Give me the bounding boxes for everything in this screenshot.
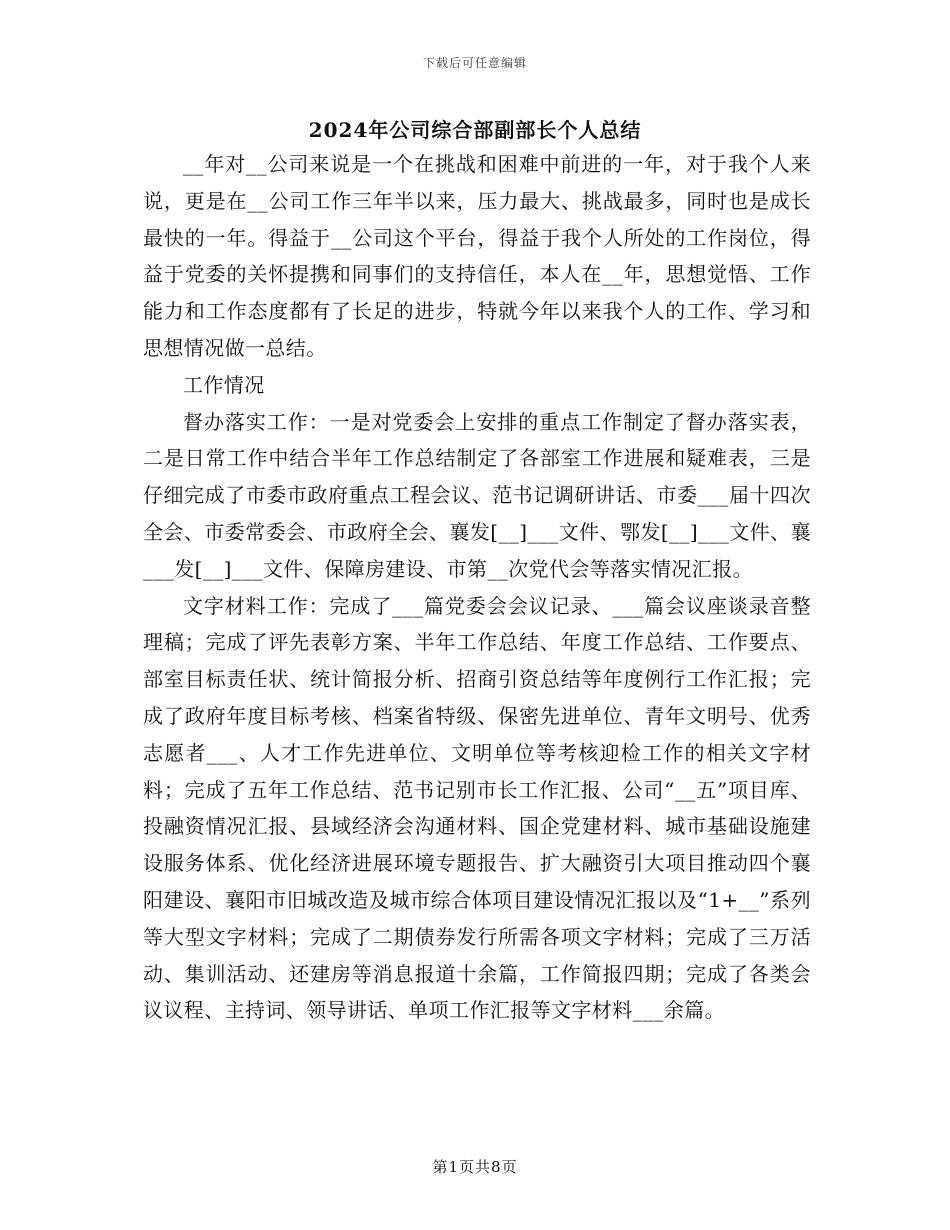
writing-paragraph: 文字材料工作：完成了___篇党委会会议记录、___篇会议座谈录音整理稿；完成了评先表彰方案、半年工作总结、年度工作总结、工作要点、部室目标责任状、统计简报分析、招商引资总结等年度例行工作汇报；完成了政府年度目标考核、档案省特级、保密先进单位、青年文明号、优秀志愿者___、人才工作先进单位、文明单位等考核迎检工作的相关文字材料；完成了五年工作总结、范书记别市长工作汇报、公司“__五”项目库、投融资情况汇报、县域经济会沟通材料、国企党建材料、城市基础设施建设服务体系、优化经济进展环境专题报告、扩大融资引大项目推动四个襄阳建设、襄阳市旧城改造及城市综合体项目建设情况汇报以及“1+__”系列等大型文字材料；完成了二期债券发行所需各项文字材料；完成了三万活动、集训活动、还建房等消息报道十余篇，工作简报四期；完成了各类会议议程、主持词、领导讲话、单项工作汇报等文字材料___余篇。 — [143, 593, 811, 1023]
supervision-paragraph: 督办落实工作：一是对党委会上安排的重点工作制定了督办落实表，二是日常工作中结合半年工作总结制定了各部室工作进展和疑难表，三是仔细完成了市委市政府重点工程会议、范书记调研讲话、市委___届十四次全会、市委常委会、市政府全会、襄发[__]___文件、鄂发[__]___文件、襄___发[__]___文件、保障房建设、市第__次党代会等落实情况汇报。 — [143, 409, 811, 581]
document-title: 2024年公司综合部副部长个人总结 — [308, 118, 642, 142]
page-number: 第1页共8页 — [432, 1158, 518, 1176]
section-heading-work: 工作情况 — [183, 372, 265, 397]
intro-paragraph: __年对__公司来说是一个在挑战和困难中前进的一年，对于我个人来说，更是在__公司工作三年半以来，压力最大、挑战最多，同时也是成长最快的一年。得益于__公司这个平台，得益于我个人所处的工作岗位，得益于党委的关怀提携和同事们的支持信任，本人在__年，思想觉悟、工作能力和工作态度都有了长足的进步，特就今年以来我个人的工作、学习和思想情况做一总结。 — [143, 152, 811, 360]
document-body — [143, 146, 811, 1029]
header-note: 下载后可任意编辑 — [422, 56, 527, 70]
